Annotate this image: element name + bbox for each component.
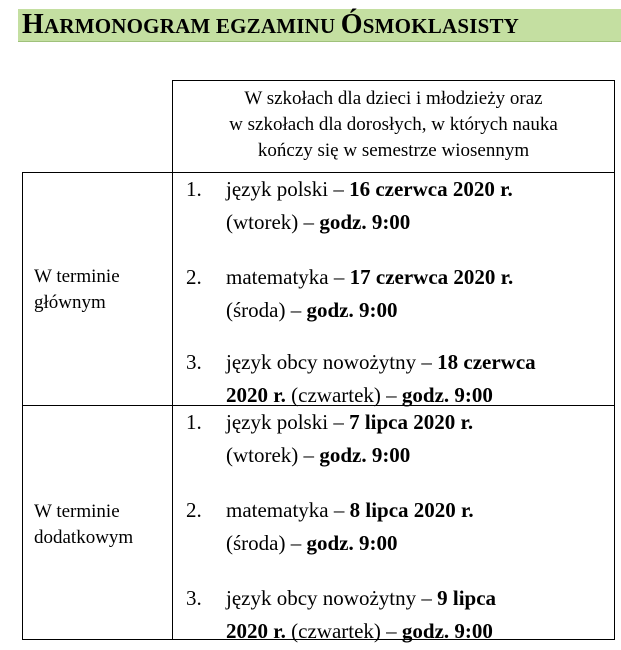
title-banner [18,9,621,42]
table-right-border [614,80,615,640]
table-header-cell [172,86,615,164]
table-top-border [172,80,615,81]
term-label-main: W terminie głównym [34,266,120,313]
header-line: w szkołach dla dorosłych, w których nauka [229,114,558,135]
page-title: HARMONOGRAM EGZAMINU ÓSMOKLASISTY [22,9,520,40]
table-left-border [22,172,23,640]
header-line: W szkołach dla dzieci i młodzieży oraz [244,88,543,109]
table-column-divider [172,80,173,640]
header-line: kończy się w semestrze wiosennym [257,140,530,161]
term-label-additional: W terminie dodatkowym [34,501,134,548]
